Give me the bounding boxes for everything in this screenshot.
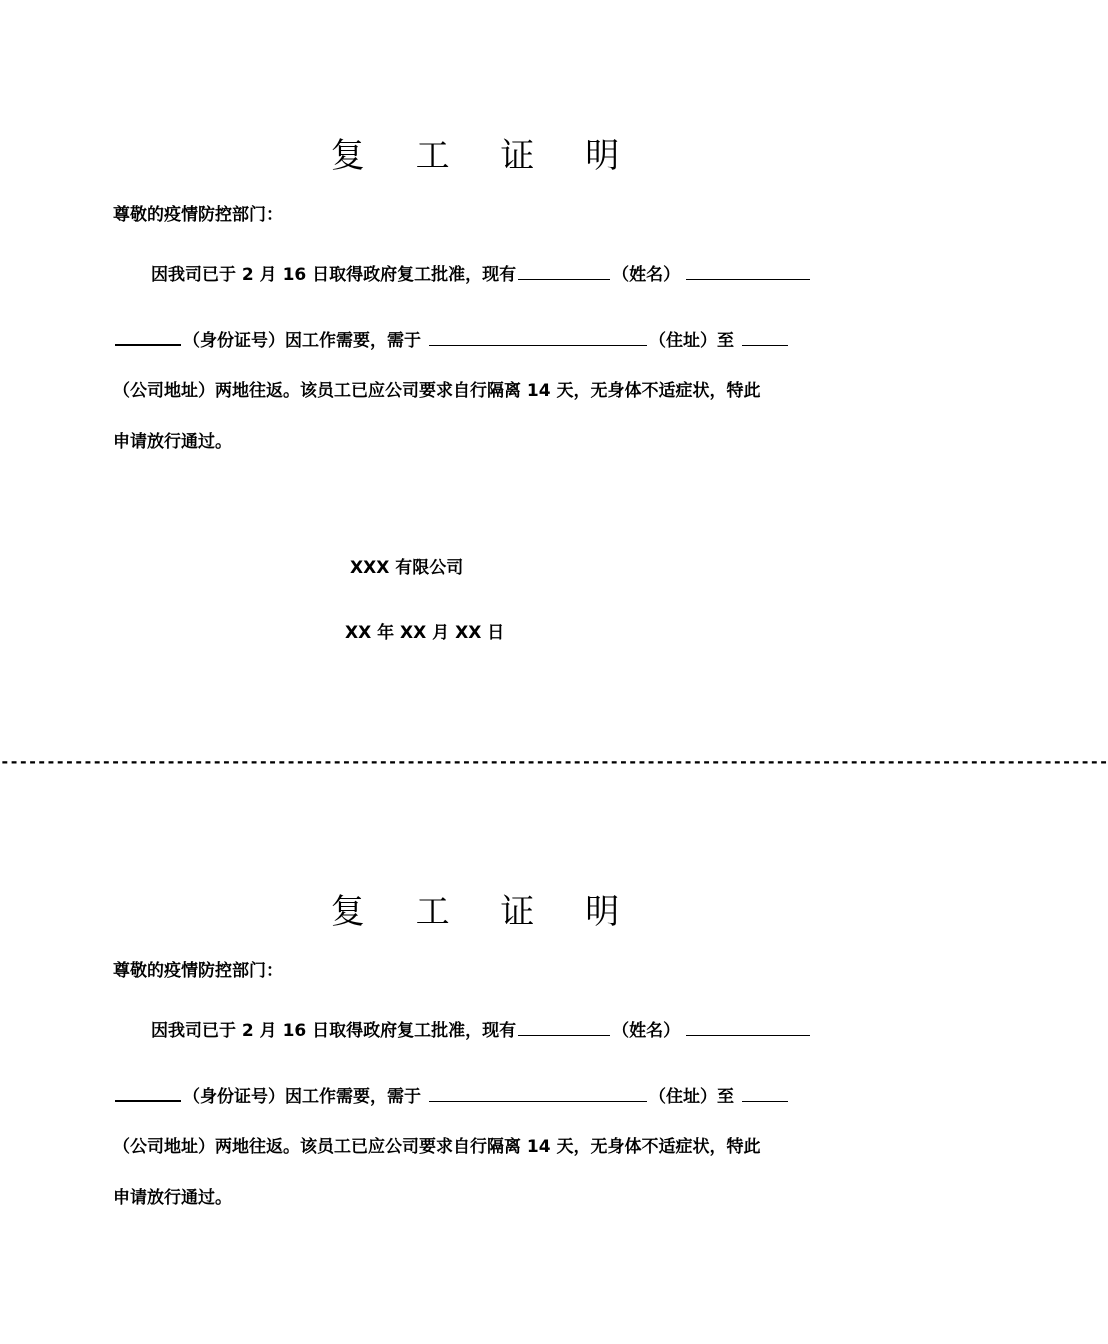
id-blank-end xyxy=(115,1083,181,1102)
name-label: （姓名） xyxy=(612,1021,681,1041)
date: XX 年 XX 月 XX 日 xyxy=(345,623,505,643)
company-address-blank xyxy=(742,1084,788,1102)
company-address-blank xyxy=(742,328,788,346)
paragraph-line-4: 申请放行通过。 xyxy=(113,432,232,452)
address-label: （住址）至 xyxy=(649,1087,734,1107)
certificate-title: 复 工 证 明 xyxy=(330,136,640,176)
address-blank xyxy=(429,328,647,346)
paragraph-line-3: （公司地址）两地往返。该员工已应公司要求自行隔离 14 天，无身体不适症状，特此 xyxy=(113,1137,761,1157)
paragraph-line-3: （公司地址）两地往返。该员工已应公司要求自行隔离 14 天，无身体不适症状，特此 xyxy=(113,381,761,401)
paragraph-line-1 xyxy=(151,1016,812,1041)
salutation: 尊敬的疫情防控部门： xyxy=(113,961,283,981)
id-blank-start xyxy=(686,262,810,280)
address-label: （住址）至 xyxy=(649,331,734,351)
address-blank xyxy=(429,1084,647,1102)
cut-line-divider: ------------------------------------------------------------------------------------------------------------------------ xyxy=(0,752,1108,771)
id-label: （身份证号）因工作需要，需于 xyxy=(183,1087,421,1107)
paragraph-line-1 xyxy=(151,260,812,285)
name-label: （姓名） xyxy=(612,265,681,285)
paragraph-line-4: 申请放行通过。 xyxy=(113,1188,232,1208)
id-blank-end xyxy=(115,327,181,346)
paragraph-line-2 xyxy=(113,1082,790,1107)
name-blank xyxy=(518,1018,610,1036)
company-name: XXX 有限公司 xyxy=(350,558,464,578)
id-blank-start xyxy=(686,1018,810,1036)
paragraph-line-2 xyxy=(113,326,790,351)
paragraph-line-1-text: 因我司已于 2 月 16 日取得政府复工批准，现有 xyxy=(151,1021,517,1041)
paragraph-line-1-text: 因我司已于 2 月 16 日取得政府复工批准，现有 xyxy=(151,265,517,285)
salutation: 尊敬的疫情防控部门： xyxy=(113,205,283,225)
id-label: （身份证号）因工作需要，需于 xyxy=(183,331,421,351)
certificate-title: 复 工 证 明 xyxy=(330,892,640,932)
name-blank xyxy=(518,262,610,280)
